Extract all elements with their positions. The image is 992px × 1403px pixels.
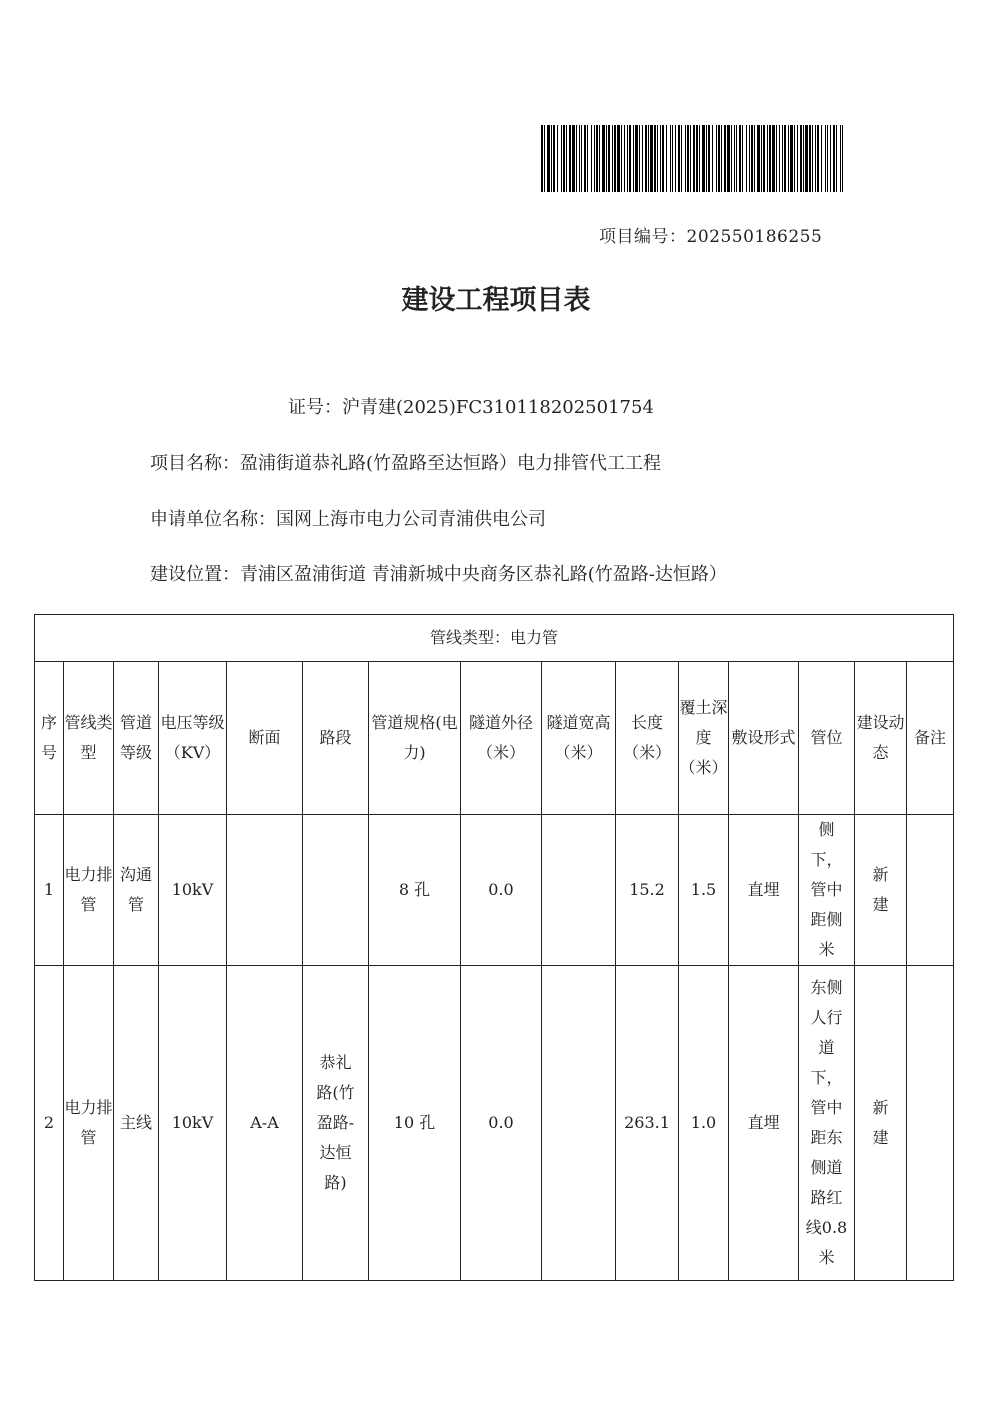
table-cell: 侧下，管中距侧米 — [799, 815, 855, 966]
table-cell: 直埋 — [729, 815, 799, 966]
col-header: 建设动态 — [855, 662, 907, 815]
barcode-bar — [721, 125, 722, 192]
barcode-bar — [657, 125, 658, 192]
barcode-bar — [591, 125, 592, 192]
barcode-bar — [633, 125, 634, 192]
barcode-bar — [706, 125, 707, 192]
barcode-bar — [614, 125, 616, 192]
barcode-bar — [557, 125, 558, 192]
barcode-bar — [731, 125, 732, 192]
barcode-bar — [608, 125, 610, 192]
certificate-number: 证号：沪青建(2025)FC310118202501754 — [288, 397, 654, 418]
table-cell: 10kV — [159, 966, 227, 1281]
col-header: 备注 — [907, 662, 954, 815]
table-cell — [907, 815, 954, 966]
project-number-label: 项目编号： — [599, 227, 687, 247]
barcode-bar — [800, 125, 802, 192]
barcode-bar — [769, 125, 771, 192]
barcode-bar — [566, 125, 567, 192]
barcode-bar — [687, 125, 689, 192]
barcode-bar — [830, 125, 831, 192]
barcode-bar — [662, 125, 664, 192]
barcode-bar — [702, 125, 705, 192]
table-cell: 1 — [35, 815, 64, 966]
barcode-bar — [761, 125, 762, 192]
barcode-bar — [627, 125, 628, 192]
col-header: 管道规格(电力) — [369, 662, 461, 815]
col-header: 断面 — [227, 662, 303, 815]
barcode-bar — [827, 125, 828, 192]
project-table — [34, 614, 954, 1281]
col-header: 序号 — [35, 662, 64, 815]
barcode-bar — [553, 125, 555, 192]
barcode-bar — [772, 125, 775, 192]
table-cell: 1.0 — [679, 966, 729, 1281]
applicant-unit: 申请单位名称：国网上海市电力公司青浦供电公司 — [150, 509, 546, 530]
barcode-bar — [757, 125, 760, 192]
barcode-bar — [678, 125, 680, 192]
barcode-bar — [797, 125, 798, 192]
table-cell: 恭礼路(竹盈路-达恒路) — [303, 966, 369, 1281]
barcode-bar — [763, 125, 765, 192]
barcode-bar — [788, 125, 789, 192]
barcode-bar — [544, 125, 545, 192]
table-cell: 10kV — [159, 815, 227, 966]
barcode-bar — [648, 125, 649, 192]
barcode-bar — [541, 125, 543, 192]
barcode-bar — [790, 125, 793, 192]
col-header: 隧道宽高（米） — [542, 662, 616, 815]
table-cell: 15.2 — [616, 815, 679, 966]
barcode-bar — [602, 125, 605, 192]
barcode-bar — [746, 125, 747, 192]
table-cell — [227, 815, 303, 966]
barcode-bar — [650, 125, 653, 192]
barcode-bar — [782, 125, 783, 192]
barcode-bar — [805, 125, 808, 192]
table-cell: 直埋 — [729, 966, 799, 1281]
table-cell: 沟通管 — [114, 815, 159, 966]
barcode-bar — [779, 125, 780, 192]
barcode-bar — [734, 125, 735, 192]
table-cell: 1.5 — [679, 815, 729, 966]
barcode-bar — [594, 125, 595, 192]
barcode-bar — [696, 125, 698, 192]
barcode-bar — [612, 125, 613, 192]
table-cell: 2 — [35, 966, 64, 1281]
barcode-bar — [551, 125, 552, 192]
barcode-bar — [654, 125, 656, 192]
col-header: 管线类型 — [64, 662, 114, 815]
barcode-bar — [840, 125, 841, 192]
pipeline-type: 管线类型：电力管 — [35, 615, 954, 662]
barcode-bar — [767, 125, 768, 192]
barcode-bar — [749, 125, 750, 192]
barcode-bar — [572, 125, 575, 192]
barcode-bar — [599, 125, 600, 192]
table-row — [35, 815, 954, 966]
table-cell: 0.0 — [461, 966, 542, 1281]
project-name: 项目名称：盈浦街道恭礼路(竹盈路至达恒路）电力排管代工工程 — [150, 453, 662, 474]
table-cell: 电力排管 — [64, 815, 114, 966]
table-cell: 8 孔 — [369, 815, 461, 966]
barcode-bar — [579, 125, 580, 192]
barcode-bar — [751, 125, 753, 192]
table-cell: 新建 — [855, 815, 907, 966]
col-header: 管位 — [799, 662, 855, 815]
barcode-bar — [639, 125, 640, 192]
barcode-bar — [821, 125, 822, 192]
col-header: 路段 — [303, 662, 369, 815]
table-cell — [907, 966, 954, 1281]
col-header: 覆土深度（米） — [679, 662, 729, 815]
barcode-bar — [685, 125, 686, 192]
barcode-bar — [812, 125, 813, 192]
barcode — [541, 125, 843, 192]
barcode-bar — [596, 125, 598, 192]
barcode-bar — [836, 125, 837, 192]
construction-location: 建设位置：青浦区盈浦街道 青浦新城中央商务区恭礼路(竹盈路-达恒路） — [150, 564, 727, 585]
barcode-bar — [660, 125, 661, 192]
barcode-bar — [675, 125, 676, 192]
barcode-bar — [587, 125, 588, 192]
table-cell — [542, 966, 616, 1281]
barcode-bar — [736, 125, 737, 192]
barcode-bar — [742, 125, 743, 192]
barcode-bar — [718, 125, 720, 192]
barcode-bar — [670, 125, 671, 192]
barcode-bar — [690, 125, 691, 192]
barcode-bar — [681, 125, 682, 192]
barcode-bar — [739, 125, 741, 192]
barcode-bar — [645, 125, 647, 192]
table-cell: 东侧人行道下，管中距东侧道路红线0.8米 — [799, 966, 855, 1281]
barcode-bar — [561, 125, 562, 192]
table-cell: 电力排管 — [64, 966, 114, 1281]
barcode-bar — [809, 125, 811, 192]
col-header: 管道等级 — [114, 662, 159, 815]
barcode-bar — [563, 125, 565, 192]
barcode-bar — [803, 125, 804, 192]
table-cell: 新建 — [855, 966, 907, 1281]
barcode-bar — [617, 125, 620, 192]
barcode-bar — [606, 125, 607, 192]
barcode-bar — [842, 125, 843, 192]
barcode-bar — [576, 125, 577, 192]
barcode-bar — [754, 125, 755, 192]
barcode-bar — [716, 125, 717, 192]
barcode-bar — [629, 125, 631, 192]
barcode-bar — [584, 125, 586, 192]
barcode-bar — [581, 125, 582, 192]
table-cell: 0.0 — [461, 815, 542, 966]
barcode-bar — [727, 125, 730, 192]
table-cell: 主线 — [114, 966, 159, 1281]
barcode-bar — [699, 125, 700, 192]
project-number-value: 202550186255 — [686, 227, 823, 247]
barcode-bar — [815, 125, 816, 192]
table-cell: A-A — [227, 966, 303, 1281]
barcode-bar — [624, 125, 625, 192]
col-header: 电压等级（KV） — [159, 662, 227, 815]
barcode-bar — [666, 125, 667, 192]
table-cell — [542, 815, 616, 966]
table-cell: 263.1 — [616, 966, 679, 1281]
barcode-bar — [621, 125, 622, 192]
col-header: 隧道外径（米） — [461, 662, 542, 815]
barcode-bar — [724, 125, 726, 192]
barcode-bar — [794, 125, 795, 192]
barcode-bar — [712, 125, 713, 192]
project-number — [599, 222, 822, 247]
barcode-bar — [642, 125, 643, 192]
barcode-bar — [833, 125, 835, 192]
barcode-bar — [672, 125, 673, 192]
barcode-bar — [817, 125, 819, 192]
page-title: 建设工程项目表 — [401, 285, 591, 316]
col-header: 长度（米） — [616, 662, 679, 815]
col-header: 敷设形式 — [729, 662, 799, 815]
table-row — [35, 966, 954, 1281]
barcode-bar — [693, 125, 695, 192]
barcode-bar — [547, 125, 550, 192]
barcode-bar — [825, 125, 826, 192]
barcode-bar — [784, 125, 786, 192]
barcode-bar — [708, 125, 710, 192]
barcode-bar — [776, 125, 777, 192]
table-cell: 10 孔 — [369, 966, 461, 1281]
barcode-bar — [569, 125, 571, 192]
table-cell — [303, 815, 369, 966]
barcode-bar — [635, 125, 638, 192]
